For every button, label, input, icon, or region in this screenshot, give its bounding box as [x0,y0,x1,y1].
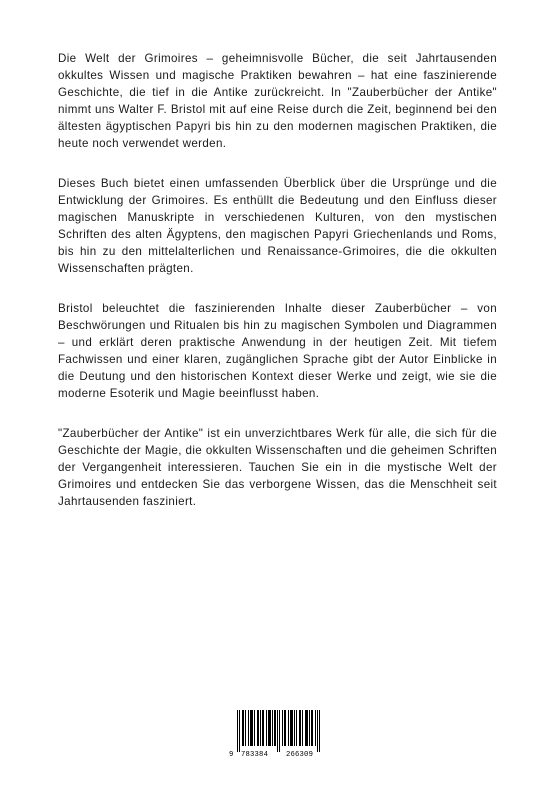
barcode-bars [229,710,327,752]
barcode-digits [229,750,327,760]
blurb-paragraph-2: Dieses Buch bietet einen umfassenden Überblick über die Ursprünge und die Entwicklung der Grimoires. Es enthüllt die Bedeutung und den Einfluss dieser magischen Manuskripte in verschiedenen Kulturen, von den mystischen Schriften des alten Ägyptens, den magischen Papyri Griechenlands und Roms, bis hin zu den mittelalterlichen und Renaissance-Grimoires, die die okkulten Wissenschaften prägten. [58,177,497,275]
barcode-right-group: 266309 [286,751,314,759]
barcode-left-group: 783384 [241,751,269,759]
isbn-barcode [229,710,327,760]
blurb-paragraph-4: "Zauberbücher der Antike" ist ein unverzichtbares Werk für alle, die sich für die Geschichte der Magie, die okkulten Wissenschaften und die geheimen Schriften der Vergangenheit interessieren. Tauchen Sie ein in die mystische Welt der Grimoires und entdecken Sie das verborgene Wissen, das die Menschheit seit Jahrtausenden fasziniert. [58,427,497,508]
blurb-paragraph-3: Bristol beleuchtet die faszinierenden Inhalte dieser Zauberbücher – von Beschwörungen und Ritualen bis hin zu magischen Symbolen und Diagrammen – und erklärt deren praktische Anwendung in der heutigen Zeit. Mit tiefem Fachwissen und einer klaren, zugänglichen Sprache gibt der Autor Einblicke in die Deutung und den historischen Kontext dieser Werke und zeigt, wie sie die moderne Esoterik und Magie beeinflusst haben. [58,302,497,400]
blurb-paragraph-1: Die Welt der Grimoires – geheimnisvolle Bücher, die seit Jahrtausenden okkultes Wissen und magische Praktiken bewahren – hat eine faszinierende Geschichte, die tief in die Antike zurückreicht. In "Zauberbücher der Antike" nimmt uns Walter F. Bristol mit auf eine Reise durch die Zeit, beginnend bei den ältesten ägyptischen Papyri bis hin zu den modernen magischen Praktiken, die heute noch verwendet werden. [58,52,497,150]
blurb-text [58,50,497,533]
barcode-first-digit: 9 [229,751,234,759]
